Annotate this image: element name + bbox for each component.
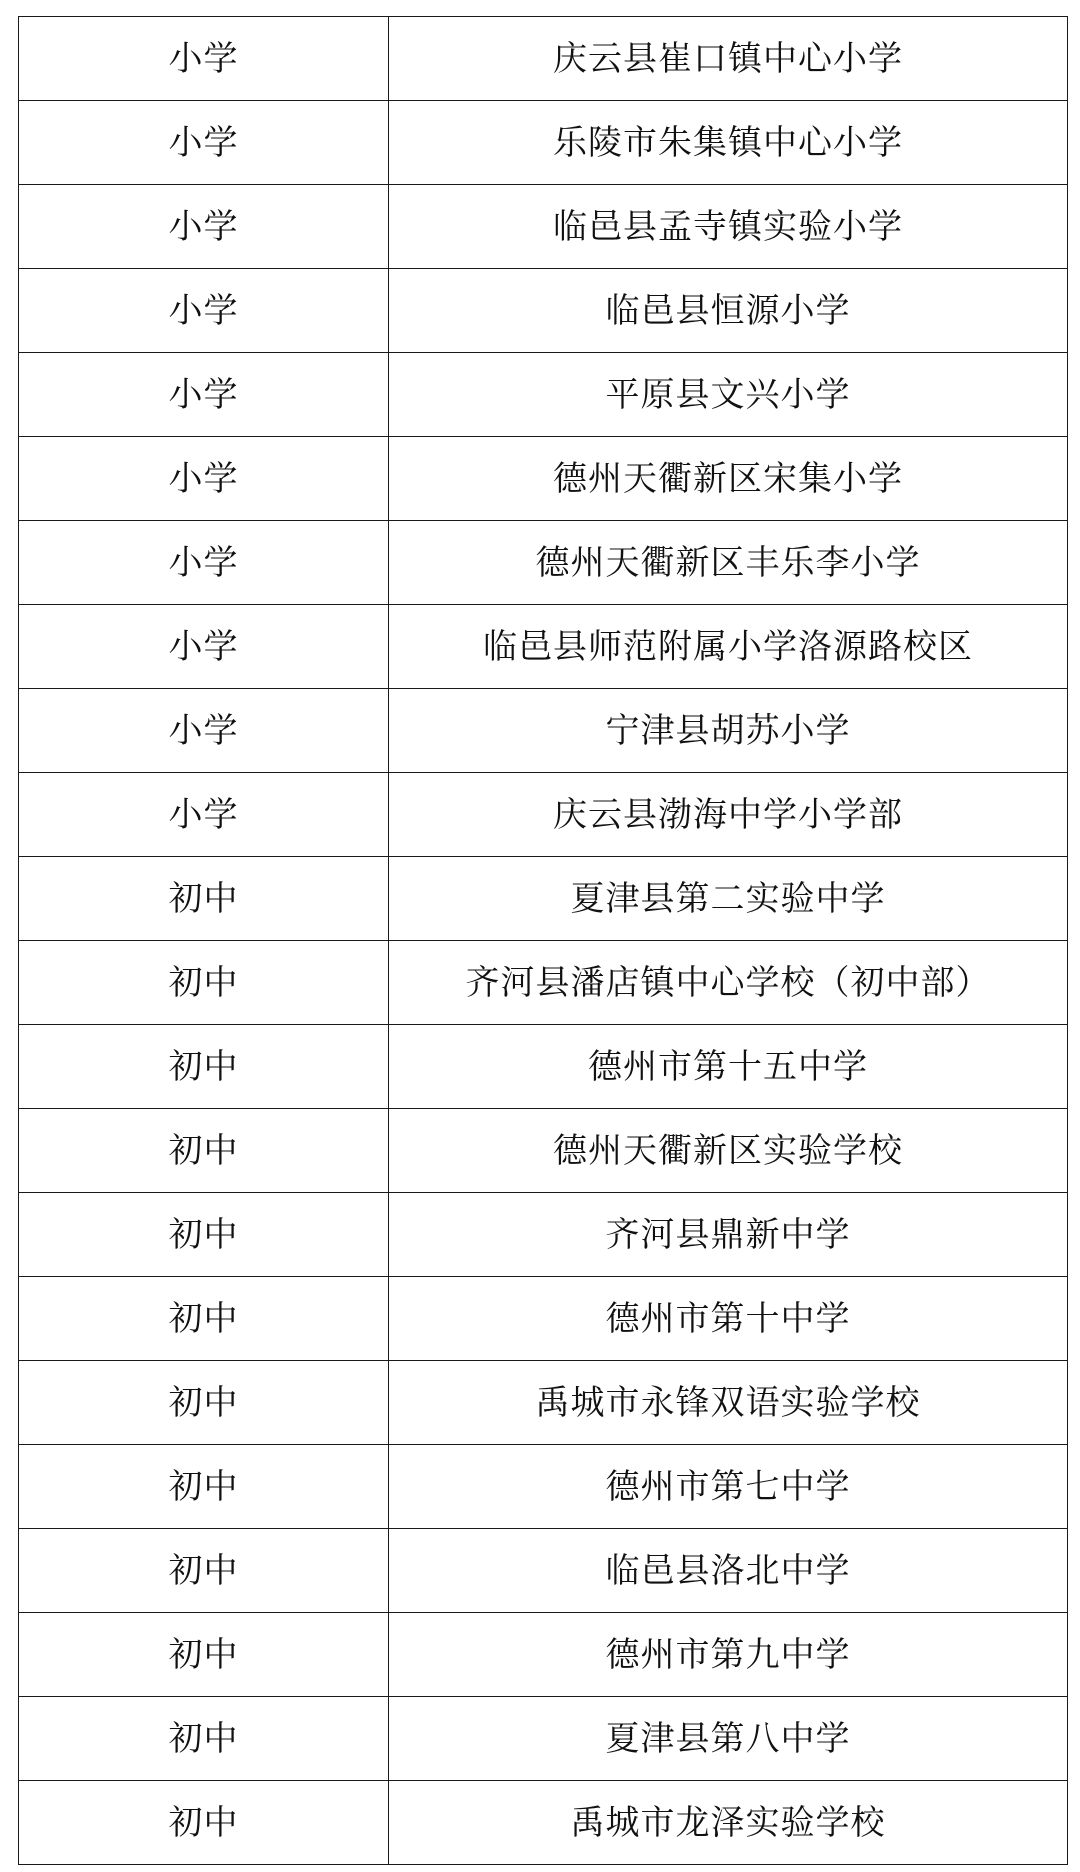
school-level-cell: 初中 bbox=[19, 1109, 389, 1193]
table-row bbox=[19, 269, 1068, 353]
school-name-cell: 夏津县第二实验中学 bbox=[389, 857, 1068, 941]
table-row bbox=[19, 1613, 1068, 1697]
school-name-cell: 德州市第十中学 bbox=[389, 1277, 1068, 1361]
school-name-cell: 临邑县洛北中学 bbox=[389, 1529, 1068, 1613]
school-name-cell: 德州市第九中学 bbox=[389, 1613, 1068, 1697]
school-list-table-container bbox=[18, 16, 1067, 1865]
table-row bbox=[19, 101, 1068, 185]
school-level-cell: 小学 bbox=[19, 101, 389, 185]
school-level-cell: 初中 bbox=[19, 1193, 389, 1277]
school-level-cell: 初中 bbox=[19, 1781, 389, 1865]
school-level-cell: 初中 bbox=[19, 1361, 389, 1445]
table-row bbox=[19, 437, 1068, 521]
school-level-cell: 初中 bbox=[19, 1025, 389, 1109]
school-name-cell: 德州天衢新区实验学校 bbox=[389, 1109, 1068, 1193]
school-level-cell: 初中 bbox=[19, 1445, 389, 1529]
table-row bbox=[19, 1445, 1068, 1529]
school-name-cell: 德州市第十五中学 bbox=[389, 1025, 1068, 1109]
school-name-cell: 临邑县孟寺镇实验小学 bbox=[389, 185, 1068, 269]
table-row bbox=[19, 1697, 1068, 1781]
school-list-table bbox=[18, 16, 1068, 1865]
table-row bbox=[19, 185, 1068, 269]
school-name-cell: 平原县文兴小学 bbox=[389, 353, 1068, 437]
table-row bbox=[19, 1361, 1068, 1445]
school-level-cell: 初中 bbox=[19, 1529, 389, 1613]
school-name-cell: 宁津县胡苏小学 bbox=[389, 689, 1068, 773]
table-body bbox=[19, 17, 1068, 1865]
table-row bbox=[19, 1529, 1068, 1613]
table-row bbox=[19, 1109, 1068, 1193]
school-level-cell: 初中 bbox=[19, 941, 389, 1025]
table-row bbox=[19, 1193, 1068, 1277]
school-name-cell: 临邑县恒源小学 bbox=[389, 269, 1068, 353]
school-name-cell: 庆云县渤海中学小学部 bbox=[389, 773, 1068, 857]
school-name-cell: 齐河县鼎新中学 bbox=[389, 1193, 1068, 1277]
table-row bbox=[19, 941, 1068, 1025]
table-row bbox=[19, 773, 1068, 857]
table-row bbox=[19, 1277, 1068, 1361]
school-name-cell: 德州天衢新区宋集小学 bbox=[389, 437, 1068, 521]
school-name-cell: 临邑县师范附属小学洛源路校区 bbox=[389, 605, 1068, 689]
school-level-cell: 小学 bbox=[19, 353, 389, 437]
school-level-cell: 小学 bbox=[19, 269, 389, 353]
table-row bbox=[19, 1025, 1068, 1109]
school-level-cell: 初中 bbox=[19, 1277, 389, 1361]
table-row bbox=[19, 17, 1068, 101]
school-level-cell: 小学 bbox=[19, 437, 389, 521]
table-row bbox=[19, 689, 1068, 773]
school-level-cell: 初中 bbox=[19, 857, 389, 941]
school-level-cell: 小学 bbox=[19, 521, 389, 605]
school-name-cell: 乐陵市朱集镇中心小学 bbox=[389, 101, 1068, 185]
school-name-cell: 庆云县崔口镇中心小学 bbox=[389, 17, 1068, 101]
school-level-cell: 小学 bbox=[19, 605, 389, 689]
school-name-cell: 齐河县潘店镇中心学校（初中部） bbox=[389, 941, 1068, 1025]
school-level-cell: 初中 bbox=[19, 1613, 389, 1697]
school-level-cell: 小学 bbox=[19, 185, 389, 269]
school-name-cell: 夏津县第八中学 bbox=[389, 1697, 1068, 1781]
school-name-cell: 德州市第七中学 bbox=[389, 1445, 1068, 1529]
table-row bbox=[19, 521, 1068, 605]
school-name-cell: 德州天衢新区丰乐李小学 bbox=[389, 521, 1068, 605]
school-level-cell: 初中 bbox=[19, 1697, 389, 1781]
table-row bbox=[19, 1781, 1068, 1865]
table-row bbox=[19, 857, 1068, 941]
table-row bbox=[19, 605, 1068, 689]
school-level-cell: 小学 bbox=[19, 773, 389, 857]
school-name-cell: 禹城市龙泽实验学校 bbox=[389, 1781, 1068, 1865]
school-level-cell: 小学 bbox=[19, 689, 389, 773]
table-row bbox=[19, 353, 1068, 437]
school-name-cell: 禹城市永锋双语实验学校 bbox=[389, 1361, 1068, 1445]
school-level-cell: 小学 bbox=[19, 17, 389, 101]
